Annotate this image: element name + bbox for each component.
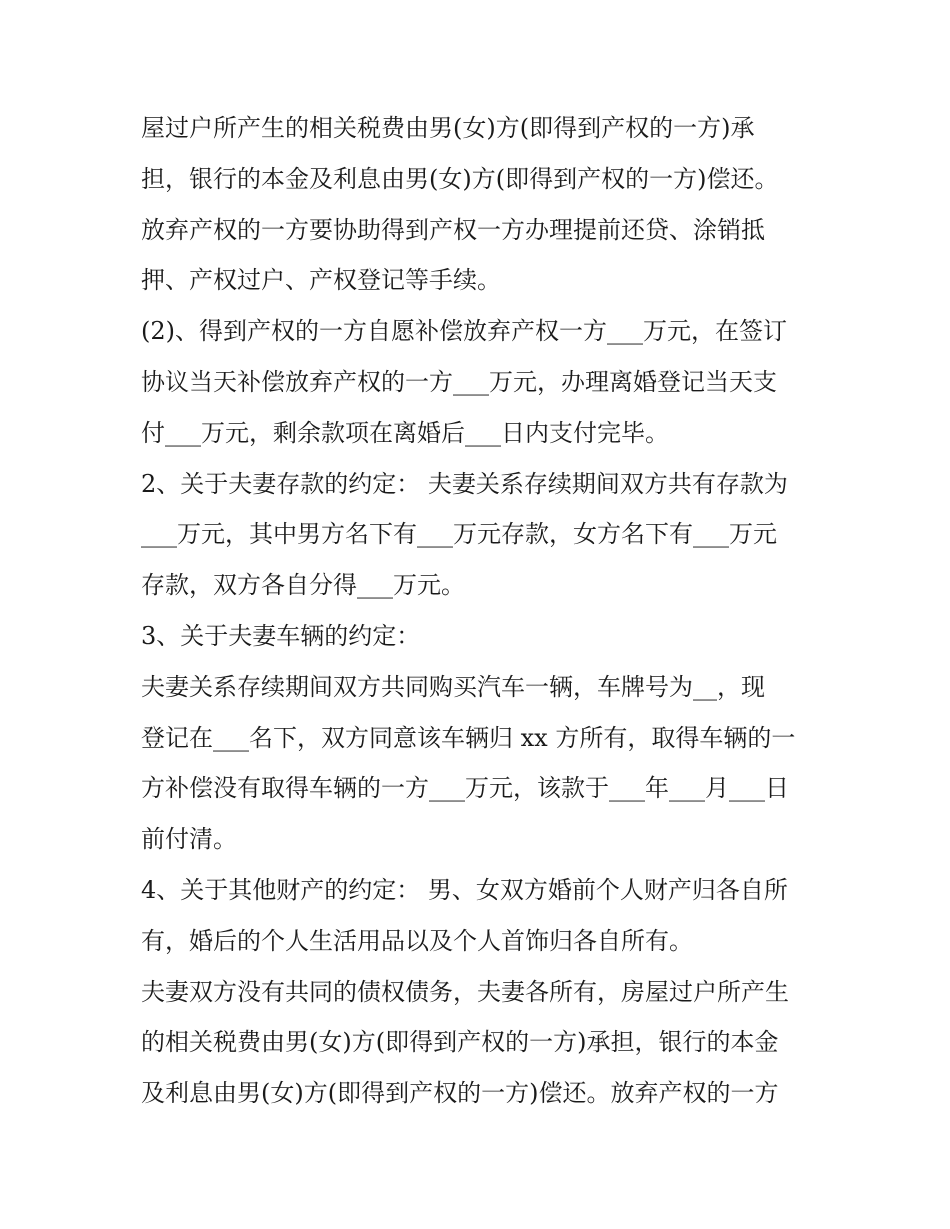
text-line: 押、产权过户、产权登记等手续。 [141, 266, 501, 295]
text-line: 3、关于夫妻车辆的约定： [141, 621, 421, 650]
text-line: 有，婚后的个人生活用品以及个人首饰归各自所有。 [141, 926, 693, 955]
document-body [141, 103, 821, 1119]
text-line: 协议当天补偿放弃产权的一方___万元，办理离婚登记当天支 [141, 367, 777, 396]
text-line: 存款，双方各自分得___万元。 [141, 571, 465, 600]
text-line: 前付清。 [141, 825, 237, 854]
text-line: 的相关税费由男(女)方(即得到产权的一方)承担，银行的本金 [141, 1028, 779, 1057]
text-line: 屋过户所产生的相关税费由男(女)方(即得到产权的一方)承 [141, 114, 755, 142]
text-line: 登记在___名下，双方同意该车辆归 xx 方所有，取得车辆的一 [141, 723, 796, 752]
text-line: (2)、得到产权的一方自愿补偿放弃产权一方___万元，在签订 [141, 317, 787, 346]
text-line: ___万元，其中男方名下有___万元存款，女方名下有___万元 [141, 520, 777, 549]
text-line: 放弃产权的一方要协助得到产权一方办理提前还贷、涂销抵 [141, 215, 765, 244]
text-line: 夫妻关系存续期间双方共同购买汽车一辆，车牌号为__，现 [141, 672, 765, 701]
text-line: 2、关于夫妻存款的约定： 夫妻关系存续期间双方共有存款为 [141, 469, 788, 498]
text-line: 方补偿没有取得车辆的一方___万元，该款于___年___月___日 [141, 774, 789, 803]
text-line: 担，银行的本金及利息由男(女)方(即得到产权的一方)偿还。 [141, 164, 779, 193]
text-line: 4、关于其他财产的约定： 男、女双方婚前个人财产归各自所 [141, 875, 788, 904]
text-line: 付___万元，剩余款项在离婚后___日内支付完毕。 [141, 418, 669, 447]
text-line: 及利息由男(女)方(即得到产权的一方)偿还。放弃产权的一方 [141, 1079, 779, 1108]
text-line: 夫妻双方没有共同的债权债务，夫妻各所有，房屋过户所产生 [141, 977, 789, 1006]
